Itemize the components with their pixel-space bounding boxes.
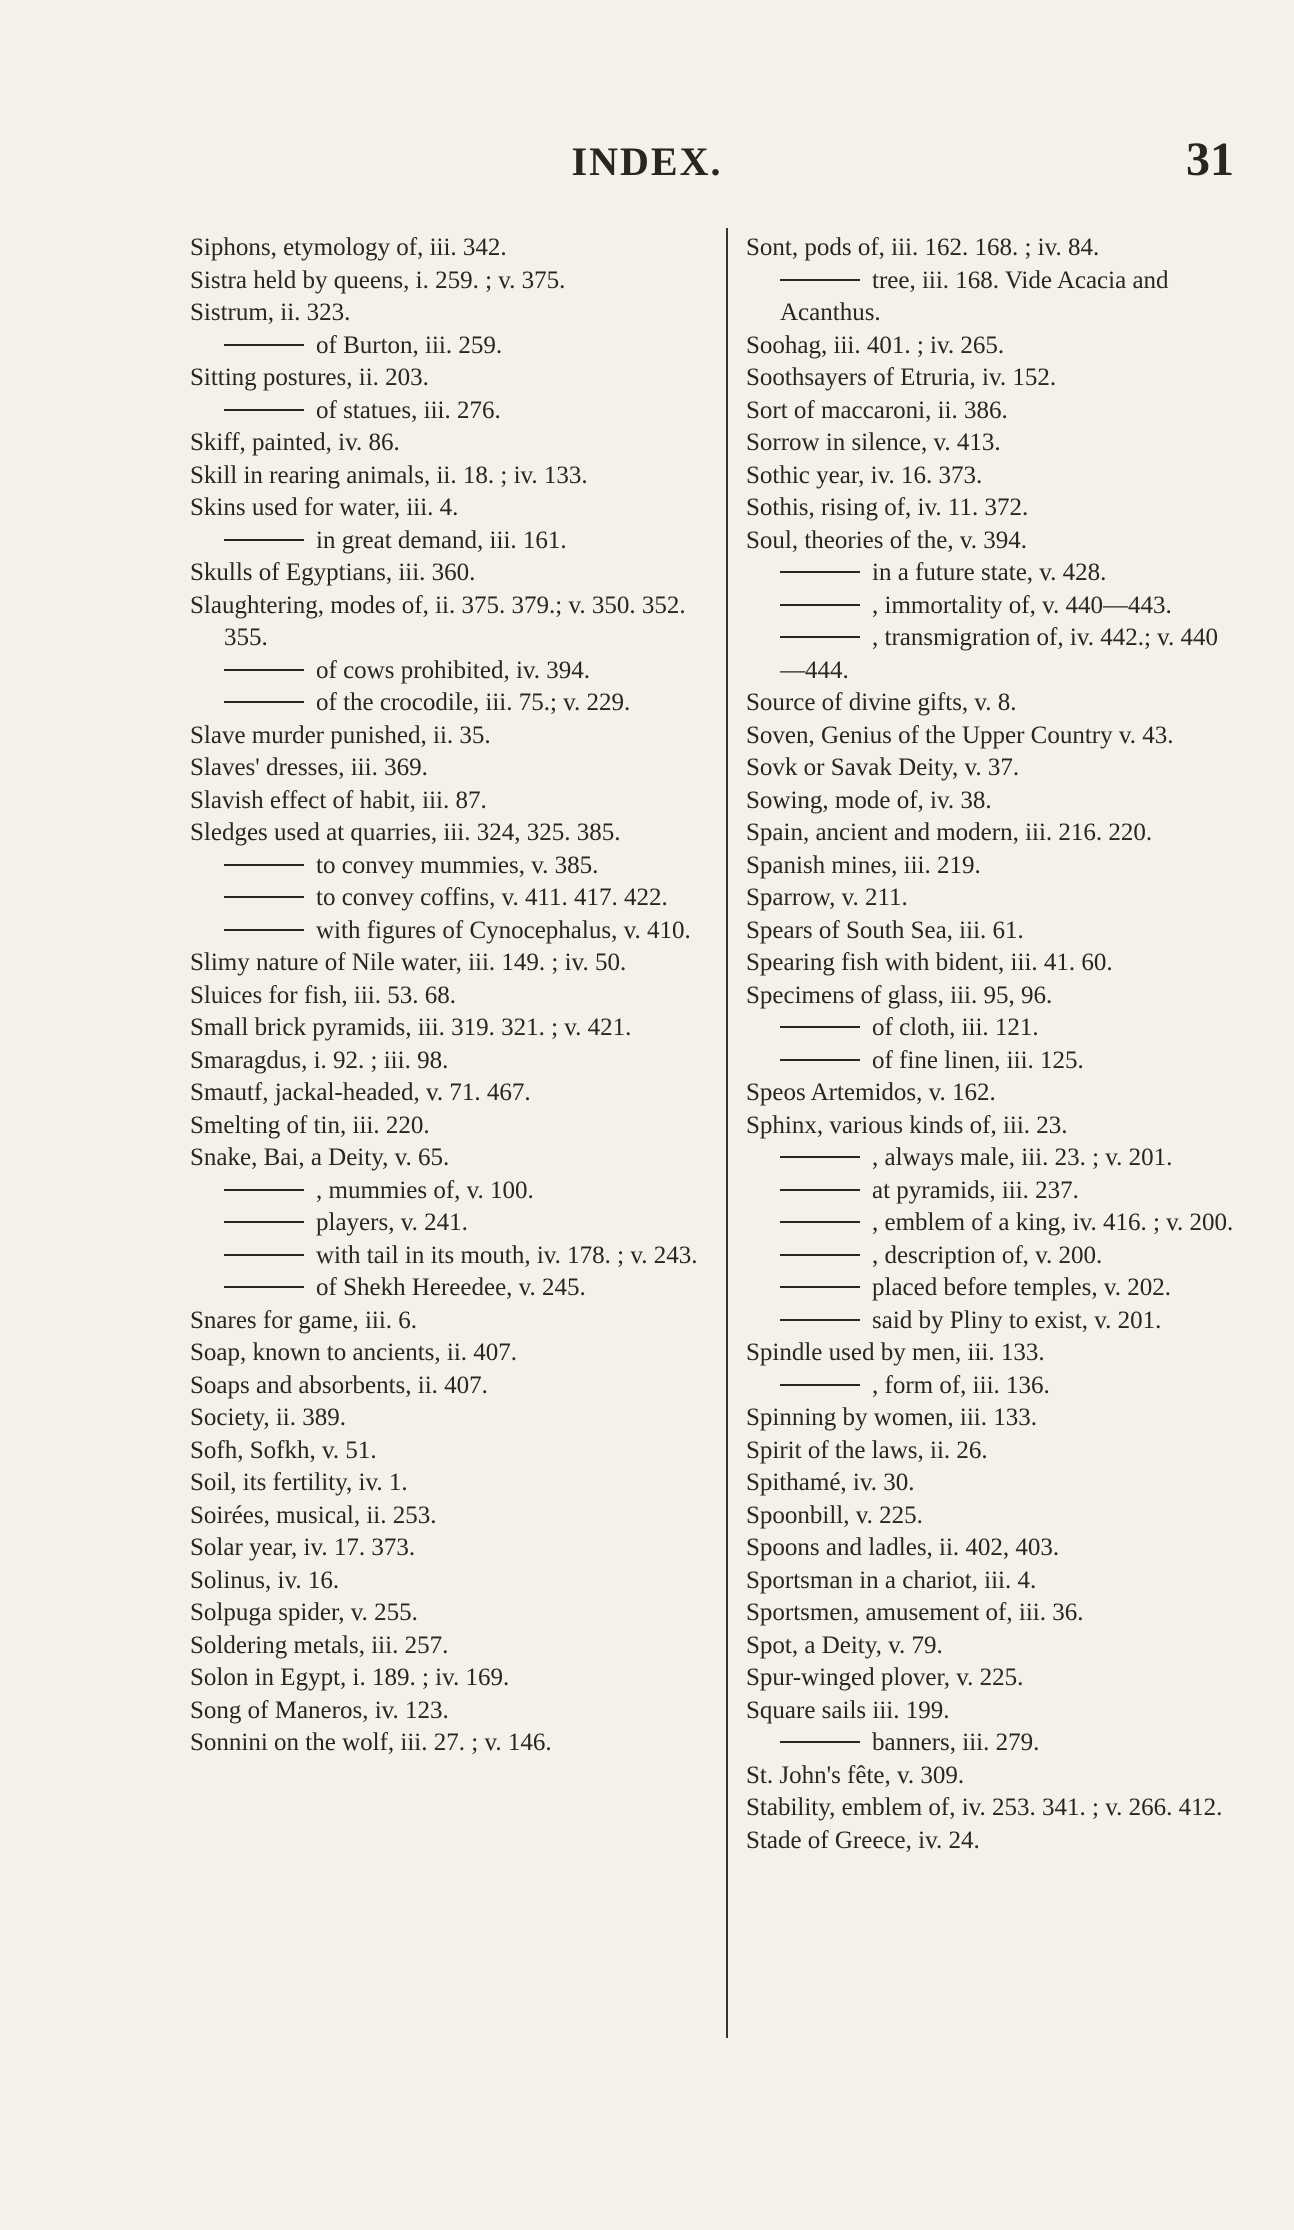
ditto-dash bbox=[224, 1254, 304, 1256]
index-entry bbox=[746, 525, 1242, 558]
ditto-dash bbox=[224, 1286, 304, 1288]
entry-text: of statues, iii. 276. bbox=[316, 396, 501, 424]
index-entry bbox=[190, 1142, 704, 1175]
page-header bbox=[0, 132, 1294, 192]
index-entry bbox=[746, 1662, 1242, 1695]
ditto-dash bbox=[224, 896, 304, 898]
entry-text: Soil, its fertility, iv. 1. bbox=[190, 1469, 408, 1496]
index-entry bbox=[190, 1435, 704, 1468]
entry-text: tree, iii. 168. Vide Acacia and Acanthus. bbox=[780, 266, 1169, 326]
entry-text: Square sails iii. 199. bbox=[746, 1696, 950, 1724]
entry-text: Smaragdus, i. 92. ; iii. 98. bbox=[190, 1046, 449, 1074]
ditto-dash bbox=[780, 1026, 860, 1028]
index-entry bbox=[746, 785, 1242, 818]
entry-text: , description of, v. 200. bbox=[872, 1241, 1103, 1269]
ditto-dash bbox=[224, 344, 304, 346]
entry-text: , always male, iii. 23. ; v. 201. bbox=[872, 1144, 1173, 1171]
ditto-dash bbox=[780, 571, 860, 573]
entry-text: Sistrum, ii. 323. bbox=[190, 299, 351, 326]
entry-text: Sort of maccaroni, ii. 386. bbox=[746, 396, 1008, 424]
index-entry bbox=[746, 1630, 1242, 1663]
entry-text: Sont, pods of, iii. 162. 168. ; iv. 84. bbox=[746, 234, 1100, 261]
index-entry bbox=[746, 1500, 1242, 1533]
index-entry bbox=[746, 1077, 1242, 1110]
ditto-dash bbox=[224, 409, 304, 411]
index-subentry bbox=[746, 590, 1242, 623]
index-subentry bbox=[190, 1175, 704, 1208]
ditto-dash bbox=[780, 1286, 860, 1288]
index-entry bbox=[746, 1532, 1242, 1565]
entry-text: Solon in Egypt, i. 189. ; iv. 169. bbox=[190, 1664, 510, 1691]
index-entry bbox=[746, 915, 1242, 948]
index-entry bbox=[746, 1435, 1242, 1468]
index-entry bbox=[746, 1792, 1242, 1825]
index-entry bbox=[746, 850, 1242, 883]
index-entry bbox=[190, 265, 704, 298]
index-entry bbox=[190, 1045, 704, 1078]
ditto-dash bbox=[780, 1741, 860, 1743]
index-entry bbox=[190, 1337, 704, 1370]
entry-text: of fine linen, iii. 125. bbox=[872, 1046, 1084, 1074]
page-number: 31 bbox=[1186, 133, 1234, 186]
right-column bbox=[746, 232, 1242, 1857]
left-column bbox=[190, 232, 704, 1760]
index-subentry bbox=[746, 1727, 1242, 1760]
entry-text: Sovk or Savak Deity, v. 37. bbox=[746, 754, 1020, 781]
index-entry bbox=[190, 1727, 704, 1760]
ditto-dash bbox=[780, 636, 860, 638]
entry-text: Small brick pyramids, iii. 319. 321. ; v. 421. bbox=[190, 1014, 632, 1041]
entry-text: Sportsman in a chariot, iii. 4. bbox=[746, 1566, 1037, 1594]
index-entry bbox=[190, 785, 704, 818]
entry-text: Soap, known to ancients, ii. 407. bbox=[190, 1339, 518, 1366]
entry-text: Soohag, iii. 401. ; iv. 265. bbox=[746, 331, 1005, 359]
index-entry bbox=[190, 590, 704, 655]
index-entry bbox=[746, 817, 1242, 850]
entry-text: Siphons, etymology of, iii. 342. bbox=[190, 234, 507, 261]
index-entry bbox=[746, 882, 1242, 915]
index-subentry bbox=[190, 850, 704, 883]
entry-text: of Shekh Hereedee, v. 245. bbox=[316, 1274, 586, 1301]
index-entry bbox=[746, 1760, 1242, 1793]
ditto-dash bbox=[780, 1156, 860, 1158]
entry-text: Sothic year, iv. 16. 373. bbox=[746, 461, 983, 489]
index-subentry bbox=[190, 687, 704, 720]
entry-text: Soaps and absorbents, ii. 407. bbox=[190, 1371, 488, 1399]
ditto-dash bbox=[780, 279, 860, 281]
entry-text: Soirées, musical, ii. 253. bbox=[190, 1501, 437, 1529]
entry-text: of cows prohibited, iv. 394. bbox=[316, 656, 591, 684]
index-entry bbox=[190, 557, 704, 590]
entry-text: Source of divine gifts, v. 8. bbox=[746, 689, 1017, 716]
entry-text: Stade of Greece, iv. 24. bbox=[746, 1826, 980, 1854]
index-subentry bbox=[190, 655, 704, 688]
index-entry bbox=[190, 1110, 704, 1143]
entry-text: Slaves' dresses, iii. 369. bbox=[190, 754, 428, 781]
entry-text: Smelting of tin, iii. 220. bbox=[190, 1111, 430, 1139]
index-subentry bbox=[746, 622, 1242, 687]
index-subentry bbox=[190, 1207, 704, 1240]
entry-text: of cloth, iii. 121. bbox=[872, 1014, 1039, 1041]
entry-text: St. John's fête, v. 309. bbox=[746, 1761, 965, 1789]
entry-text: Spirit of the laws, ii. 26. bbox=[746, 1436, 988, 1464]
entry-text: Spur-winged plover, v. 225. bbox=[746, 1664, 1024, 1691]
entry-text: Speos Artemidos, v. 162. bbox=[746, 1079, 996, 1106]
index-subentry bbox=[746, 1045, 1242, 1078]
index-entry bbox=[190, 297, 704, 330]
entry-text: Song of Maneros, iv. 123. bbox=[190, 1696, 449, 1724]
entry-text: of Burton, iii. 259. bbox=[316, 331, 503, 359]
entry-text: Soothsayers of Etruria, iv. 152. bbox=[746, 364, 1057, 391]
column-divider bbox=[726, 228, 728, 2038]
index-subentry bbox=[746, 1207, 1242, 1240]
entry-text: Snake, Bai, a Deity, v. 65. bbox=[190, 1144, 450, 1171]
page-title: INDEX. bbox=[571, 139, 723, 184]
ditto-dash bbox=[780, 1059, 860, 1061]
index-entry bbox=[746, 1695, 1242, 1728]
entry-text: , emblem of a king, iv. 416. ; v. 200. bbox=[872, 1209, 1234, 1236]
index-entry bbox=[746, 330, 1242, 363]
ditto-dash bbox=[224, 1221, 304, 1223]
entry-text: Snares for game, iii. 6. bbox=[190, 1306, 418, 1334]
index-entry bbox=[746, 395, 1242, 428]
entry-text: Spot, a Deity, v. 79. bbox=[746, 1631, 943, 1659]
entry-text: said by Pliny to exist, v. 201. bbox=[872, 1306, 1162, 1334]
entry-text: Soul, theories of the, v. 394. bbox=[746, 526, 1027, 554]
entry-text: Specimens of glass, iii. 95, 96. bbox=[746, 981, 1053, 1009]
entry-text: , form of, iii. 136. bbox=[872, 1371, 1050, 1399]
entry-text: Spoons and ladles, ii. 402, 403. bbox=[746, 1534, 1060, 1561]
index-entry bbox=[190, 752, 704, 785]
entry-text: Skill in rearing animals, ii. 18. ; iv. 133. bbox=[190, 461, 588, 489]
index-entry bbox=[746, 1337, 1242, 1370]
entry-text: in a future state, v. 428. bbox=[872, 559, 1107, 586]
index-entry bbox=[746, 1597, 1242, 1630]
index-entry bbox=[190, 817, 704, 850]
entry-text: Sluices for fish, iii. 53. 68. bbox=[190, 981, 456, 1009]
index-entry bbox=[746, 460, 1242, 493]
ditto-dash bbox=[224, 669, 304, 671]
entry-text: Sowing, mode of, iv. 38. bbox=[746, 786, 992, 814]
entry-text: Sonnini on the wolf, iii. 27. ; v. 146. bbox=[190, 1729, 552, 1756]
index-subentry bbox=[190, 525, 704, 558]
ditto-dash bbox=[780, 1254, 860, 1256]
entry-text: Smautf, jackal-headed, v. 71. 467. bbox=[190, 1079, 531, 1106]
entry-text: placed before temples, v. 202. bbox=[872, 1274, 1171, 1301]
index-entry bbox=[746, 362, 1242, 395]
index-subentry bbox=[190, 915, 704, 948]
index-entry bbox=[746, 720, 1242, 753]
entry-text: with figures of Cynocephalus, v. 410. bbox=[316, 916, 691, 944]
entry-text: Solar year, iv. 17. 373. bbox=[190, 1534, 416, 1561]
index-entry bbox=[746, 1402, 1242, 1435]
index-subentry bbox=[746, 1240, 1242, 1273]
entry-text: Stability, emblem of, iv. 253. 341. ; v. 266. 412. bbox=[746, 1794, 1223, 1821]
ditto-dash bbox=[780, 604, 860, 606]
entry-text: banners, iii. 279. bbox=[872, 1729, 1040, 1756]
index-entry bbox=[190, 1305, 704, 1338]
entry-text: , transmigration of, iv. 442.; v. 440—444. bbox=[780, 624, 1219, 684]
index-entry bbox=[190, 362, 704, 395]
index-entry bbox=[190, 980, 704, 1013]
index-subentry bbox=[190, 395, 704, 428]
entry-text: Solinus, iv. 16. bbox=[190, 1566, 340, 1594]
index-entry bbox=[746, 980, 1242, 1013]
index-entry bbox=[190, 232, 704, 265]
entry-text: at pyramids, iii. 237. bbox=[872, 1176, 1079, 1204]
index-subentry bbox=[746, 1272, 1242, 1305]
index-subentry bbox=[746, 265, 1242, 330]
index-entry bbox=[746, 1467, 1242, 1500]
entry-text: Solpuga spider, v. 255. bbox=[190, 1599, 418, 1626]
ditto-dash bbox=[224, 701, 304, 703]
index-entry bbox=[190, 1012, 704, 1045]
entry-text: Soldering metals, iii. 257. bbox=[190, 1631, 449, 1659]
entry-text: Sistra held by queens, i. 259. ; v. 375. bbox=[190, 266, 566, 294]
entry-text: , mummies of, v. 100. bbox=[316, 1176, 534, 1204]
ditto-dash bbox=[780, 1319, 860, 1321]
index-entry bbox=[746, 687, 1242, 720]
entry-text: Sofh, Sofkh, v. 51. bbox=[190, 1436, 377, 1464]
entry-text: Spinning by women, iii. 133. bbox=[746, 1404, 1037, 1431]
entry-text: Sledges used at quarries, iii. 324, 325. 385. bbox=[190, 819, 621, 846]
index-entry bbox=[746, 427, 1242, 460]
entry-text: of the crocodile, iii. 75.; v. 229. bbox=[316, 689, 631, 716]
entry-text: Soven, Genius of the Upper Country v. 43. bbox=[746, 721, 1174, 749]
index-subentry bbox=[746, 1370, 1242, 1403]
index-entry bbox=[190, 1565, 704, 1598]
entry-text: Spindle used by men, iii. 133. bbox=[746, 1339, 1045, 1366]
index-entry bbox=[746, 1825, 1242, 1858]
entry-text: to convey coffins, v. 411. 417. 422. bbox=[316, 884, 668, 911]
index-subentry bbox=[746, 1142, 1242, 1175]
index-entry bbox=[190, 947, 704, 980]
index-entry bbox=[746, 1565, 1242, 1598]
index-entry bbox=[190, 1597, 704, 1630]
entry-text: with tail in its mouth, iv. 178. ; v. 243. bbox=[316, 1241, 698, 1269]
index-entry bbox=[190, 1500, 704, 1533]
entry-text: in great demand, iii. 161. bbox=[316, 526, 567, 554]
index-entry bbox=[190, 460, 704, 493]
index-entry bbox=[190, 1077, 704, 1110]
entry-text: Spanish mines, iii. 219. bbox=[746, 851, 981, 879]
index-subentry bbox=[746, 557, 1242, 590]
entry-text: Skiff, painted, iv. 86. bbox=[190, 429, 400, 456]
entry-text: Sothis, rising of, iv. 11. 372. bbox=[746, 494, 1029, 521]
index-subentry bbox=[746, 1175, 1242, 1208]
index-entry bbox=[190, 1695, 704, 1728]
index-entry bbox=[746, 752, 1242, 785]
entry-text: Spoonbill, v. 225. bbox=[746, 1501, 923, 1529]
entry-text: players, v. 241. bbox=[316, 1209, 468, 1236]
index-subentry bbox=[190, 1272, 704, 1305]
index-subentry bbox=[190, 330, 704, 363]
index-entry bbox=[190, 1402, 704, 1435]
entry-text: Sparrow, v. 211. bbox=[746, 884, 908, 911]
entry-text: Spearing fish with bident, iii. 41. 60. bbox=[746, 949, 1113, 976]
index-subentry bbox=[746, 1012, 1242, 1045]
index-entry bbox=[190, 1467, 704, 1500]
index-entry bbox=[746, 947, 1242, 980]
entry-text: Spain, ancient and modern, iii. 216. 220. bbox=[746, 819, 1153, 846]
entry-text: Sitting postures, ii. 203. bbox=[190, 364, 429, 391]
index-entry bbox=[190, 427, 704, 460]
index-entry bbox=[190, 1662, 704, 1695]
entry-text: Society, ii. 389. bbox=[190, 1404, 347, 1431]
ditto-dash bbox=[780, 1384, 860, 1386]
index-subentry bbox=[190, 882, 704, 915]
index-entry bbox=[746, 1110, 1242, 1143]
index-subentry bbox=[190, 1240, 704, 1273]
ditto-dash bbox=[224, 864, 304, 866]
entry-text: Skins used for water, iii. 4. bbox=[190, 494, 459, 521]
entry-text: , immortality of, v. 440—443. bbox=[872, 591, 1172, 619]
ditto-dash bbox=[224, 539, 304, 541]
entry-text: Spithamé, iv. 30. bbox=[746, 1469, 915, 1496]
entry-text: Sorrow in silence, v. 413. bbox=[746, 429, 1001, 456]
entry-text: Slavish effect of habit, iii. 87. bbox=[190, 786, 487, 814]
index-subentry bbox=[746, 1305, 1242, 1338]
index-entry bbox=[746, 492, 1242, 525]
entry-text: to convey mummies, v. 385. bbox=[316, 851, 599, 879]
entry-text: Slimy nature of Nile water, iii. 149. ; iv. 50. bbox=[190, 949, 627, 976]
ditto-dash bbox=[780, 1189, 860, 1191]
index-entry bbox=[746, 232, 1242, 265]
index-entry bbox=[190, 720, 704, 753]
ditto-dash bbox=[780, 1221, 860, 1223]
index-entry bbox=[190, 492, 704, 525]
index-entry bbox=[190, 1630, 704, 1663]
ditto-dash bbox=[224, 1189, 304, 1191]
entry-text: Slaughtering, modes of, ii. 375. 379.; v. 350. 352. 355. bbox=[190, 591, 686, 651]
entry-text: Sphinx, various kinds of, iii. 23. bbox=[746, 1111, 1068, 1139]
index-entry bbox=[190, 1370, 704, 1403]
index-entry bbox=[190, 1532, 704, 1565]
entry-text: Slave murder punished, ii. 35. bbox=[190, 721, 491, 749]
ditto-dash bbox=[224, 929, 304, 931]
entry-text: Skulls of Egyptians, iii. 360. bbox=[190, 559, 476, 586]
entry-text: Spears of South Sea, iii. 61. bbox=[746, 916, 1024, 944]
entry-text: Sportsmen, amusement of, iii. 36. bbox=[746, 1599, 1084, 1626]
